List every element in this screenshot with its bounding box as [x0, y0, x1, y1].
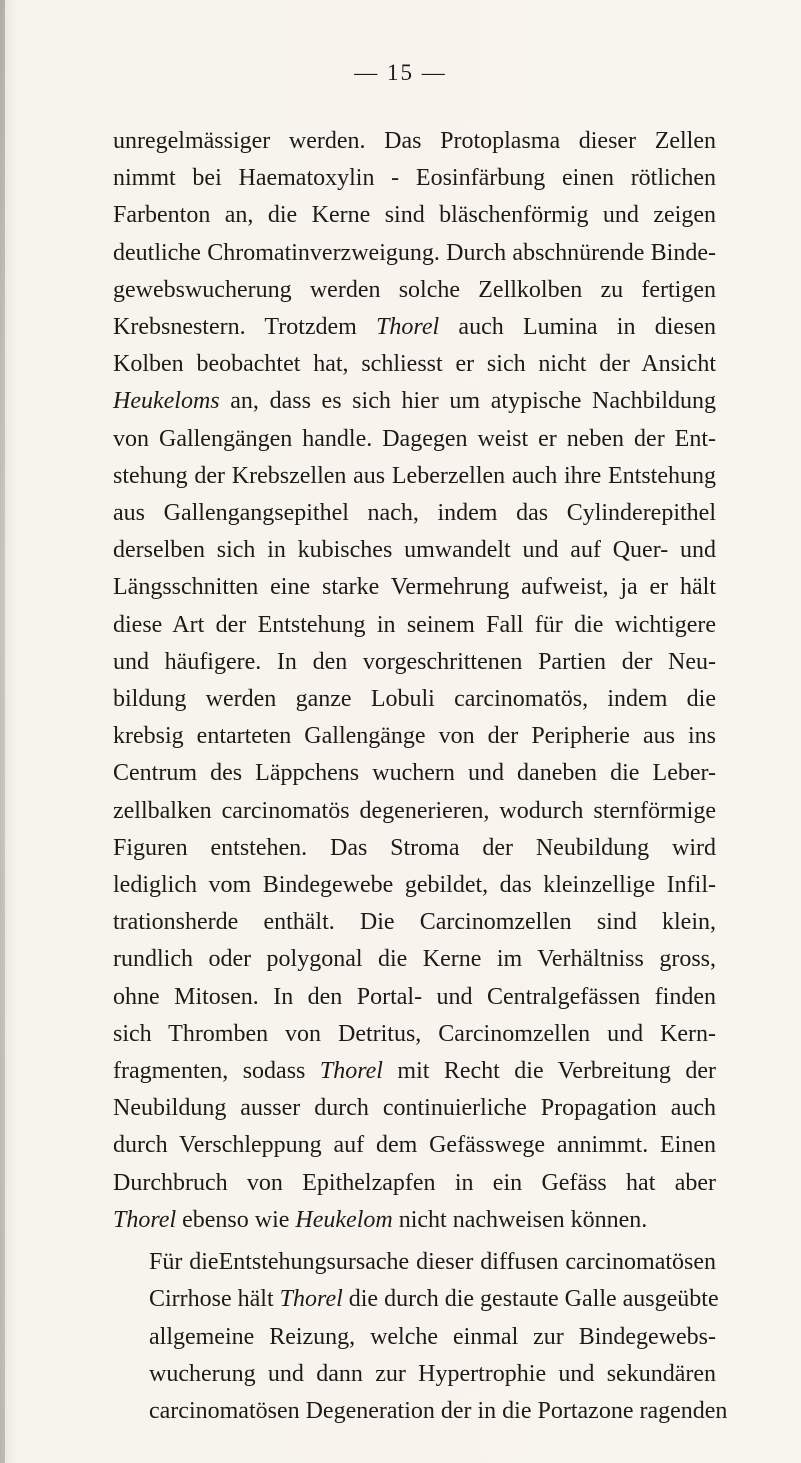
- text-line: Farbenton an, die Kerne sind bläschenförmig und zeigen: [113, 202, 716, 229]
- text-line: krebsig entarteten Gallengänge von der Peripherie aus ins: [113, 723, 716, 750]
- text-line: Längsschnitten eine starke Vermehrung aufweist, ja er hält: [113, 574, 716, 601]
- page-number: — 15 —: [354, 60, 447, 85]
- text-line: trationsherde enthält. Die Carcinomzellen sind klein,: [113, 909, 716, 936]
- text-line: derselben sich in kubisches umwandelt und auf Quer- und: [113, 537, 716, 564]
- paragraph-2: [113, 1244, 728, 1430]
- text-line: durch Verschleppung auf dem Gefässwege annimmt. Einen: [113, 1132, 716, 1159]
- text-line: carcinomatösen Degeneration der in die Portazone ragenden: [149, 1397, 728, 1424]
- text-line: Neubildung ausser durch continuierliche Propagation auch: [113, 1095, 716, 1122]
- page-binding-edge: [0, 0, 5, 1463]
- text-line: von Gallengängen handle. Dagegen weist er neben der Ent-: [113, 425, 716, 452]
- text-line: Kolben beobachtet hat, schliesst er sich nicht der Ansicht: [113, 351, 716, 378]
- body-text: [113, 123, 728, 1430]
- text-line: Für dieEntstehungsursache dieser diffusen carcinomatösen: [149, 1249, 716, 1276]
- text-line: nimmt bei Haematoxylin - Eosinfärbung einen rötlichen: [113, 165, 716, 192]
- text-line: deutliche Chromatinverzweigung. Durch abschnürende Binde-: [113, 239, 716, 266]
- text-line: unregelmässiger werden. Das Protoplasma dieser Zellen: [113, 128, 716, 154]
- text-line: Cirrhose hält Thorel die durch die gestaute Galle ausgeübte: [149, 1286, 719, 1313]
- text-line: Durchbruch von Epithelzapfen in ein Gefäss hat aber: [113, 1169, 716, 1196]
- text-line: diese Art der Entstehung in seinem Fall für die wichtigere: [113, 611, 716, 638]
- text-line: Krebsnestern. Trotzdem Thorel auch Lumina in diesen: [113, 314, 717, 341]
- text-line: ohne Mitosen. In den Portal- und Centralgefässen finden: [113, 983, 716, 1010]
- text-line: zellbalken carcinomatös degenerieren, wodurch sternförmige: [113, 797, 716, 824]
- text-line: allgemeine Reizung, welche einmal zur Bindegewebs-: [149, 1323, 716, 1350]
- text-line: Centrum des Läppchens wuchern und daneben die Leber-: [113, 760, 716, 787]
- text-line: fragmenten, sodass Thorel mit Recht die Verbreitung der: [113, 1058, 717, 1085]
- text-line: wucherung und dann zur Hypertrophie und sekundären: [149, 1360, 716, 1387]
- text-line: Heukeloms an, dass es sich hier um atypische Nachbildung: [113, 388, 716, 415]
- text-line: lediglich vom Bindegewebe gebildet, das kleinzellige Infil-: [113, 872, 716, 899]
- text-line: sich Thromben von Detritus, Carcinomzellen und Kern-: [113, 1020, 716, 1047]
- text-line: Thorel ebenso wie Heukelom nicht nachweisen können.: [113, 1206, 648, 1233]
- text-line: aus Gallengangsepithel nach, indem das Cylinderepithel: [113, 500, 716, 527]
- paragraph-1: [113, 123, 716, 1239]
- text-line: stehung der Krebszellen aus Leberzellen auch ihre Entstehung: [113, 462, 716, 489]
- text-line: und häufigere. In den vorgeschrittenen Partien der Neu-: [113, 648, 716, 675]
- text-line: Figuren entstehen. Das Stroma der Neubildung wird: [113, 834, 716, 861]
- text-line: bildung werden ganze Lobuli carcinomatös, indem die: [113, 686, 716, 713]
- text-line: rundlich oder polygonal die Kerne im Verhältniss gross,: [113, 946, 716, 973]
- text-line: gewebswucherung werden solche Zellkolben zu fertigen: [113, 276, 716, 303]
